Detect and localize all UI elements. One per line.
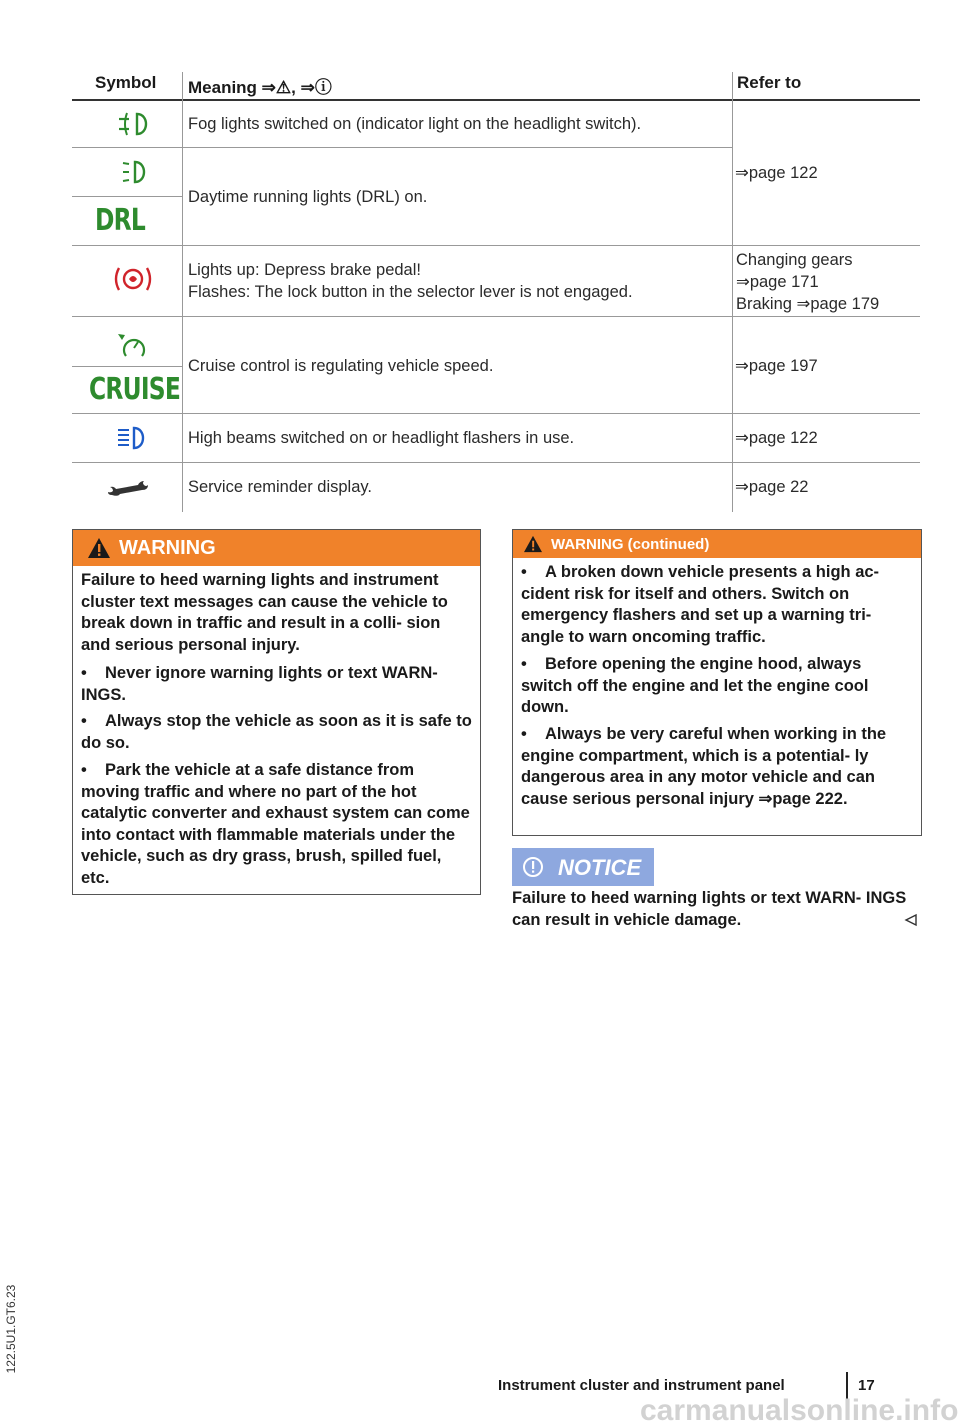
row-brake-refer-2: ⇒page 171	[736, 273, 819, 291]
cruise-control-icon	[112, 330, 152, 360]
row-fog-drl-refer: ⇒page 122	[735, 164, 818, 182]
warning-bullet: • Never ignore warning lights or text WARN- INGS.	[81, 663, 473, 706]
row-divider	[72, 462, 920, 463]
row-brake-refer-3: Braking ⇒page 179	[736, 295, 880, 313]
warning-continued-bullet: • A broken down vehicle presents a high ac- cident risk for itself and others. Switch on emergency flashers and set up a warning tri- angle to warn oncoming traffic.	[521, 562, 915, 648]
warning-title: WARNING	[119, 537, 216, 559]
drl-symbol-text: DRL	[95, 203, 146, 238]
row-divider	[72, 316, 920, 317]
warning-continued-box	[512, 529, 922, 836]
row-highbeam-refer: ⇒page 122	[735, 429, 818, 447]
daytime-running-light-icon	[113, 158, 153, 186]
row-service-refer: ⇒page 22	[735, 478, 809, 496]
row-drl-meaning: Daytime running lights (DRL) on.	[188, 188, 428, 206]
row-divider	[72, 196, 182, 197]
warning-triangle-icon	[87, 537, 111, 559]
fog-light-icon	[113, 110, 153, 138]
row-service-meaning: Service reminder display.	[188, 478, 373, 496]
row-brake-meaning-1: Lights up: Depress brake pedal!	[188, 261, 421, 279]
high-beam-icon	[112, 424, 152, 452]
header-symbol: Symbol	[95, 73, 157, 92]
row-divider	[72, 245, 920, 246]
page-number: 17	[858, 1377, 875, 1394]
header-rule	[72, 99, 920, 101]
row-fog-meaning: Fog lights switched on (indicator light on the headlight switch).	[188, 115, 642, 133]
cruise-symbol-text: CRUISE	[89, 372, 181, 407]
row-brake-meaning-2: Flashes: The lock button in the selector lever is not engaged.	[188, 283, 633, 301]
warning-continued-title: WARNING (continued)	[551, 536, 710, 553]
column-divider	[182, 72, 183, 512]
document-code: 122.5U1.GT6.23	[4, 1284, 18, 1374]
warning-triangle-icon	[523, 535, 543, 553]
wrench-icon	[104, 478, 154, 500]
row-divider	[72, 147, 732, 148]
warning-bullet: • Always stop the vehicle as soon as it is safe to do so.	[81, 711, 473, 754]
header-meaning: Meaning ⇒⚠, ⇒ⓘ	[188, 78, 332, 97]
row-divider	[72, 413, 920, 414]
notice-title: NOTICE	[558, 855, 642, 880]
notice-text: Failure to heed warning lights or text WARN- INGS can result in vehicle damage.	[512, 889, 907, 929]
brake-pedal-icon	[110, 264, 156, 294]
warning-header	[73, 530, 480, 566]
row-cruise-meaning: Cruise control is regulating vehicle speed.	[188, 357, 494, 375]
row-divider	[72, 366, 182, 367]
warning-continued-bullet: • Before opening the engine hood, always switch off the engine and let the engine cool down.	[521, 654, 915, 719]
row-cruise-refer: ⇒page 197	[735, 357, 818, 375]
watermark: carmanualsonline.info	[640, 1394, 959, 1427]
row-highbeam-meaning: High beams switched on or headlight flashers in use.	[188, 429, 575, 447]
warning-continued-bullet: • Always be very careful when working in the engine compartment, which is a potential- ly dangerous area in any motor vehicle and can cause serious personal injury ⇒page 222.	[521, 724, 915, 810]
column-divider	[732, 72, 733, 512]
row-brake-refer-1: Changing gears	[736, 251, 853, 269]
warning-box	[72, 529, 481, 895]
header-refer-to: Refer to	[737, 73, 802, 92]
info-circle-icon	[522, 856, 544, 878]
warning-bullet: • Park the vehicle at a safe distance from moving traffic and where no part of the hot catalytic converter and exhaust system can come into contact with flammable materials under the vehicle, such as dry grass, brush, spilled fuel, etc.	[81, 760, 473, 889]
warning-intro: Failure to heed warning lights and instrument cluster text messages can cause the vehicle to break down in traffic and result in a colli- sion and serious personal injury.	[81, 571, 448, 654]
end-of-section-icon	[904, 913, 918, 927]
footer-section-title: Instrument cluster and instrument panel	[498, 1377, 785, 1394]
notice-badge	[512, 848, 654, 886]
warning-continued-header	[513, 530, 921, 558]
